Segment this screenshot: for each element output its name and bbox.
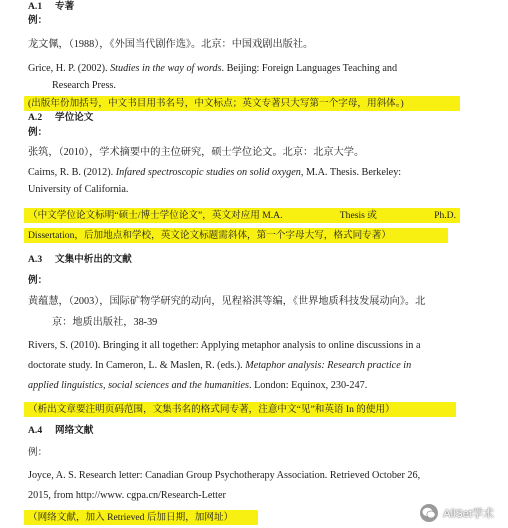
entry-author: Cairns, R. B. (2012). (28, 167, 116, 178)
reference-entry-continuation: University of California. (28, 184, 129, 195)
section-number: A.2 (28, 112, 43, 123)
section-title: 文集中析出的文献 (55, 254, 132, 265)
format-note-line-1 (24, 208, 460, 223)
reference-entry: Joyce, A. S. Research letter: Canadian Group Psychotherapy Association. Retrieved October 26, (28, 470, 421, 481)
reference-entry-continuation (28, 359, 411, 372)
entry-title: Studies in the way of words (110, 63, 222, 74)
section-heading-a3 (28, 253, 132, 266)
format-note: (出版年份加括号，中文书目用书名号，中文标点；英文专著只大写第一个字母，用斜体。) (24, 96, 460, 111)
reference-entry (28, 166, 458, 179)
format-note: （网络文献，加入 Retrieved 后加日期，加网址） (24, 510, 258, 525)
wechat-icon (420, 504, 438, 522)
entry-publisher: . Beijing: Foreign Languages Teaching and (221, 63, 398, 74)
section-title: 学位论文 (55, 112, 94, 123)
section-title: 网络文献 (55, 425, 94, 436)
format-note: （析出文章要注明页码范围，文集书名的格式同专著，注意中文“见”和英语 In 的使用） (24, 402, 456, 417)
reference-entry: Rivers, S. (2010). Bringing it all together: Applying metaphor analysis to online discussions in a (28, 340, 421, 351)
watermark (420, 504, 494, 522)
reference-entry-continuation: 2015, from http://www. cgpa.cn/Research-Letter (28, 490, 226, 501)
note-text: Ph.D. (434, 210, 456, 221)
entry-publisher: . London: Equinox, 230-247. (248, 380, 368, 391)
note-text: （中文学位论文标明“硕士/博士学位论文”，英文对应用 M.A. (28, 210, 283, 221)
example-label: 例： (28, 15, 48, 26)
format-note-line-2: Dissertation，后加地点和学校，英文论文标题需斜体，第一个字母大写，格式同专著） (24, 228, 448, 243)
reference-entry (28, 62, 458, 75)
reference-entry-continuation (28, 379, 367, 392)
example-label: 例： (28, 127, 48, 138)
watermark-text: AllSet学术 (443, 508, 494, 520)
section-heading-a4 (28, 424, 93, 437)
section-number: A.4 (28, 425, 43, 436)
example-label: 例： (28, 275, 48, 286)
section-number: A.3 (28, 254, 43, 265)
reference-entry: 张筑，（2010），学术摘要中的主位研究，硕士学位论文。北京：北京大学。 (28, 147, 365, 158)
section-number: A.1 (28, 1, 43, 12)
entry-thesis: , M.A. Thesis. Berkeley: (300, 167, 402, 178)
reference-entry: 黄蕴慧，（2003），国际矿物学研究的动向，见程裕淇等编，《世界地质科技发展动向》。北 (28, 296, 426, 307)
reference-entry-continuation: Research Press. (52, 80, 116, 91)
entry-title: Infared spectroscopic studies on solid oxygen (115, 167, 301, 178)
section-heading-a2 (28, 111, 93, 124)
entry-book-title: applied linguistics, social sciences and the humanities (28, 380, 249, 391)
reference-entry: 龙文佩，（1988），《外国当代剧作选》。北京：中国戏剧出版社。 (28, 39, 314, 50)
entry-book-title: Metaphor analysis: Research practice in (245, 360, 412, 371)
entry-author: Grice, H. P. (2002). (28, 63, 111, 74)
entry-editors: doctorate study. In Cameron, L. & Maslen, R. (eds.). (28, 360, 246, 371)
reference-entry-continuation: 京：地质出版社，38-39 (52, 317, 158, 328)
section-title: 专著 (55, 1, 75, 12)
note-text: Thesis 或 (339, 210, 377, 221)
section-heading-a1 (28, 0, 74, 13)
example-label: 例： (28, 447, 48, 458)
